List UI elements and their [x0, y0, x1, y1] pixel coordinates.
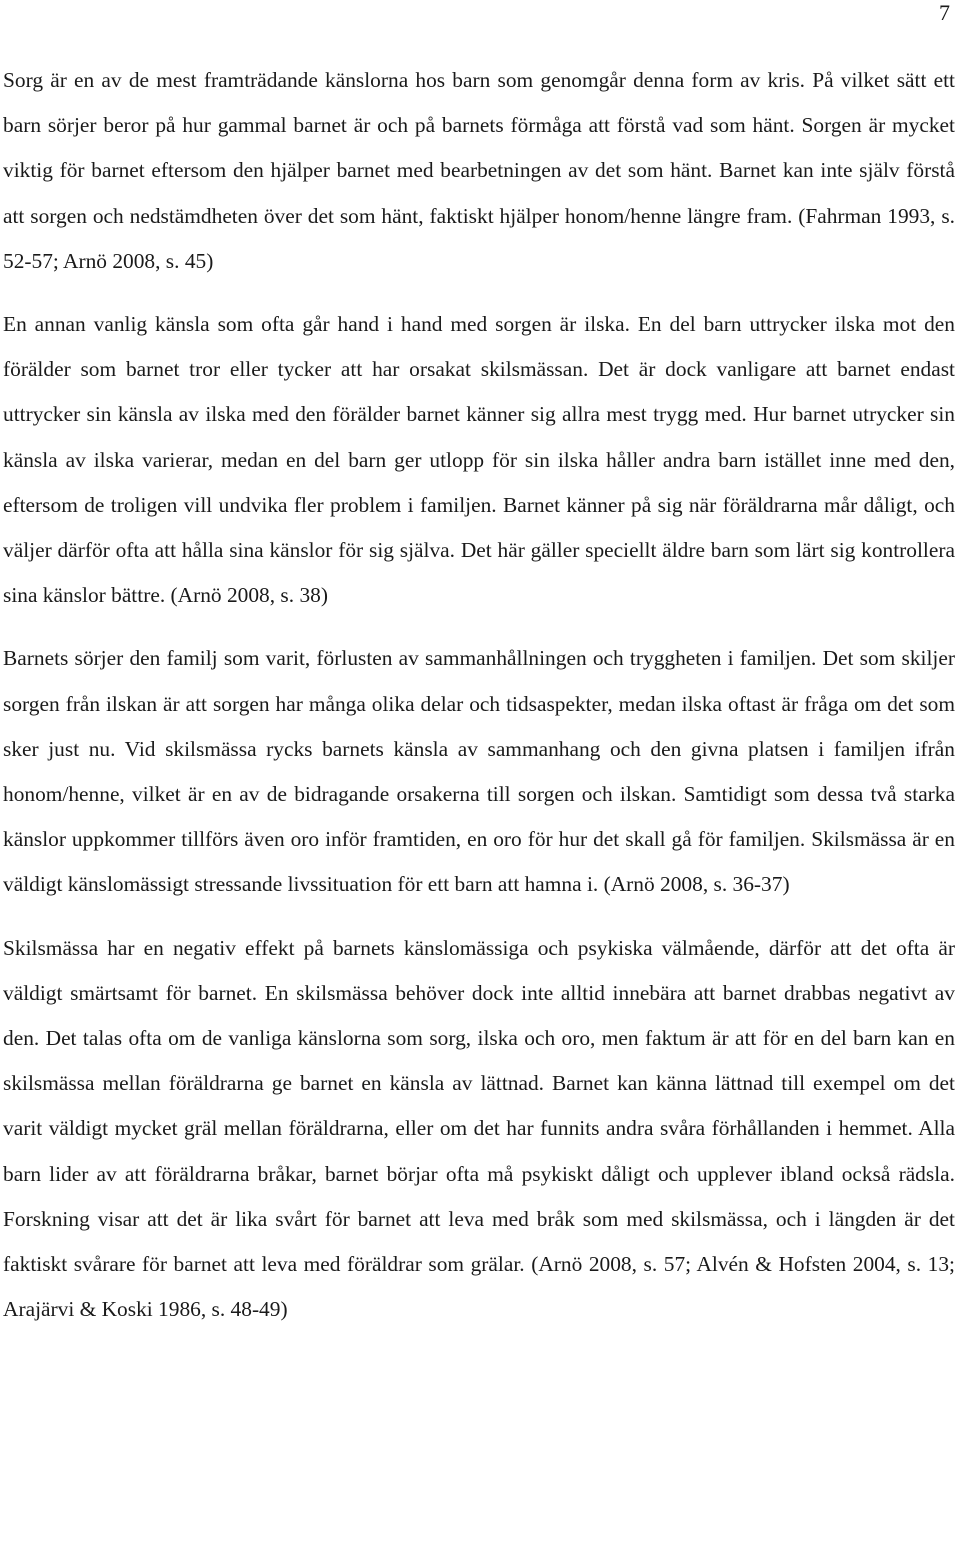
page-number: 7 [939, 0, 950, 25]
paragraph-anger: En annan vanlig känsla som ofta går hand i hand med sorgen är ilska. En del barn uttrycker ilska mot den förälder som barnet tror eller tycker att har orsakat skilsmässan. Det är dock vanligare att barnet endast uttrycker sin känsla av ilska med den förälder barnet känner sig allra mest trygg med. Hur barnet utrycker sin känsla av ilska varierar, medan en del barn ger utlopp för sin ilska håller andra barn istället inne med den, eftersom de troligen vill undvika fler problem i familjen. Barnet känner på sig när föräldrarna mår dåligt, och väljer därför ofta att hålla sina känslor för sig själva. Det här gäller speciellt äldre barn som lärt sig kontrollera sina känslor bättre. (Arnö 2008, s. 38) [3, 312, 955, 608]
paragraph-divorce-effects: Skilsmässa har en negativ effekt på barnets känslomässiga och psykiska välmående, därför att det ofta är väldigt smärtsamt för barnet. En skilsmässa behöver dock inte alltid innebära att barnet drabbas negativt av den. Det talas ofta om de vanliga känslorna som sorg, ilska och oro, men faktum är att för en del barn kan en skilsmässa mellan föräldrarna ge barnet en känsla av lättnad. Barnet kan känna lättnad till exempel om det varit väldigt mycket gräl mellan föräldrarna, eller om det har funnits andra svåra förhållanden i hemmet. Alla barn lider av att föräldrarna bråkar, barnet börjar ofta må psykiskt dåligt och upplever ibland också rädsla. Forskning visar att det är lika svårt för barnet att leva med bråk som med skilsmässa, och i längden är det faktiskt svårare för barnet att leva med föräldrar som grälar. (Arnö 2008, s. 57; Alvén & Hofsten 2004, s. 13; Arajärvi & Koski 1986, s. 48-49) [3, 935, 955, 1322]
body-text [3, 58, 955, 1332]
paragraph-family-loss: Barnets sörjer den familj som varit, förlusten av sammanhållningen och tryggheten i familjen. Det som skiljer sorgen från ilskan är att sorgen har många olika delar och tidsaspekter, medan ilska oftast är fråga om det som sker just nu. Vid skilsmässa rycks barnets känsla av sammanhang och den givna platsen i familjen ifrån honom/henne, vilket är en av de bidragande orsakerna till sorgen och ilskan. Samtidigt som dessa två starka känslor uppkommer tillförs även oro inför framtiden, en oro för hur det skall gå för familjen. Skilsmässa är en väldigt känslomässigt stressande livssituation för ett barn att hamna i. (Arnö 2008, s. 36-37) [3, 646, 955, 897]
paragraph-sorrow: Sorg är en av de mest framträdande känslorna hos barn som genomgår denna form av kris. På vilket sätt ett barn sörjer beror på hur gammal barnet är och på barnets förmåga att förstå vad som hänt. Sorgen är mycket viktig för barnet eftersom den hjälper barnet med bearbetningen av det som hänt. Barnet kan inte själv förstå att sorgen och nedstämdheten över det som hänt, faktiskt hjälper honom/henne längre fram. (Fahrman 1993, s. 52-57; Arnö 2008, s. 45) [3, 68, 955, 273]
